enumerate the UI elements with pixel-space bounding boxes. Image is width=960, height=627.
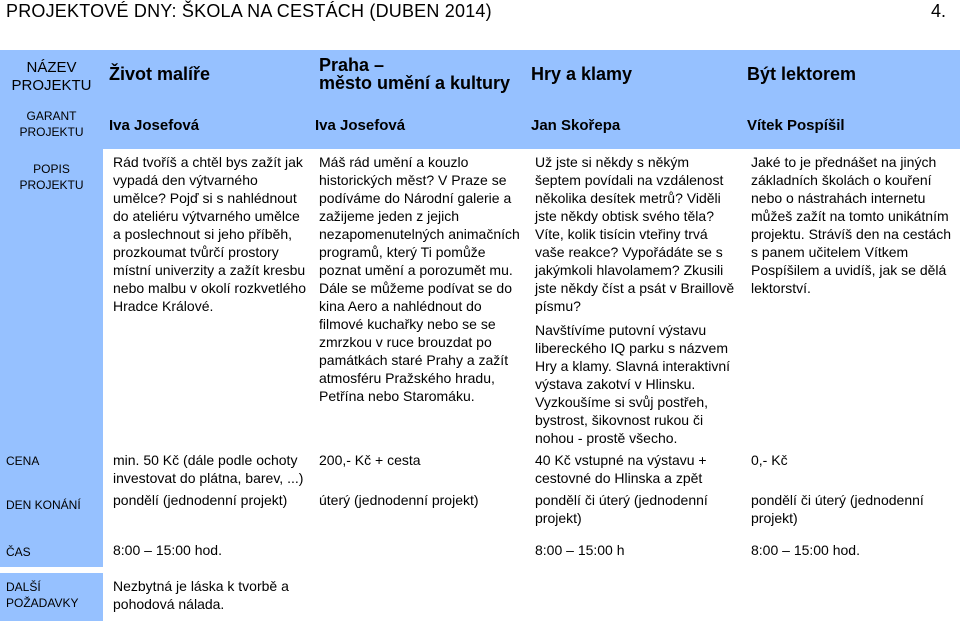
date-2: úterý (jednodenní projekt): [319, 492, 479, 508]
guarantor-3: Jan Skořepa: [525, 104, 741, 149]
guarantor-1: Iva Josefová: [103, 104, 309, 149]
description-2: Máš rád umění a kouzlo historických měst? V Praze se podíváme do Národní galerie a zažijeme jeden z jejich nezapomenutelných animačních programů, který Ti pomůže poznat umění a porozumět mu. Dále se můžeme podívat se do kina Aero a nahlédnout do filmové kuchařky nebo se se zmrzkou v ruce brouzdat po památkách staré Prahy a zažít atmosféru Pražského hradu, Petřína nebo Staromáku.: [319, 154, 520, 404]
other-4: [741, 573, 960, 621]
time-3: 8:00 – 15:00 h: [535, 542, 625, 558]
row-project-name: [0, 50, 960, 104]
row-other: [0, 573, 960, 621]
project-name-3: Hry a klamy: [525, 50, 741, 104]
price-2: 200,- Kč + cesta: [319, 452, 421, 468]
project-name-2: Praha – město umění a kultury: [309, 50, 525, 104]
time-2: [309, 537, 525, 567]
description-4: Jaké to je přednášet na jiných základních školách o kouření nebo o nástrahách internetu můžeš zažít na tomto unikátním projektu. Strávíš den na cestách s panem učitelem Vítkem Pospíšilem a uvidíš, jak se dělá lektorství.: [751, 154, 951, 296]
row-time: [0, 537, 960, 567]
guarantor-2: Iva Josefová: [309, 104, 525, 149]
price-3: 40 Kč vstupné na výstavu + cestovné do Hlinska a zpět: [535, 452, 707, 486]
row-description: [0, 149, 960, 447]
label-time: ČAS: [0, 537, 103, 567]
label-guarantor: GARANT PROJEKTU: [0, 104, 103, 149]
price-1: min. 50 Kč (dále podle ochoty investovat do plátna, barev, ...): [113, 452, 304, 486]
row-price: [0, 447, 960, 489]
row-date: [0, 489, 960, 537]
label-project-name: NÁZEV PROJEKTU: [0, 50, 103, 104]
project-name-1: Život malíře: [103, 50, 309, 104]
label-price: CENA: [0, 447, 103, 489]
projects-table: [0, 50, 960, 621]
other-2: [309, 573, 525, 621]
row-guarantor: [0, 104, 960, 149]
description-1: Rád tvoříš a chtěl bys zažít jak vypadá den výtvarného umělce? Pojď si s nahlédnout do ateliéru výtvarného umělce a poslechnout si jeho příběh, prozkoumat tvůrčí prostory místní univerzity a zažít kresbu nebo malbu v okolí rozkvetlého Hradce Králové.: [113, 154, 306, 314]
page-number: 4.: [930, 1, 946, 21]
time-1: 8:00 – 15:00 hod.: [113, 542, 222, 558]
date-1: pondělí (jednodenní projekt): [113, 492, 288, 508]
description-3: Už jste si někdy s někým šeptem povídali na vzdálenost několika desítek metrů? Viděli jste někdy obtisk svého těla? Víte, kolik tisícin vteřiny trvá vaše reakce? Vypořádáte se s jakýmkoli hlavolamem? Zkusili jste někdy číst a psát v Braillově písmu? Navštívíme putovní výstavu libereckého IQ parku s názvem Hry a klamy. Slavná interaktivní výstava zakotví v Hlinsku. Vyzkoušíme si svůj postřeh, bystrost, šikovnost rukou či nohou - prostě všecho.: [535, 154, 735, 446]
page-title: PROJEKTOVÉ DNY: ŠKOLA NA CESTÁCH (DUBEN 2014): [6, 1, 492, 21]
time-4: 8:00 – 15:00 hod.: [751, 542, 860, 558]
other-3: [525, 573, 741, 621]
price-4: 0,- Kč: [751, 452, 788, 468]
date-4: pondělí či úterý (jednodenní projekt): [751, 492, 924, 526]
label-other: DALŠÍ POŽADAVKY: [0, 573, 103, 621]
label-date: DEN KONÁNÍ: [0, 489, 103, 537]
label-description: POPIS PROJEKTU: [0, 149, 103, 447]
date-3: pondělí či úterý (jednodenní projekt): [535, 492, 708, 526]
project-name-4: Být lektorem: [741, 50, 960, 104]
other-1: Nezbytná je láska k tvorbě a pohodová nálada.: [113, 578, 289, 612]
guarantor-4: Vítek Pospíšil: [741, 104, 960, 149]
